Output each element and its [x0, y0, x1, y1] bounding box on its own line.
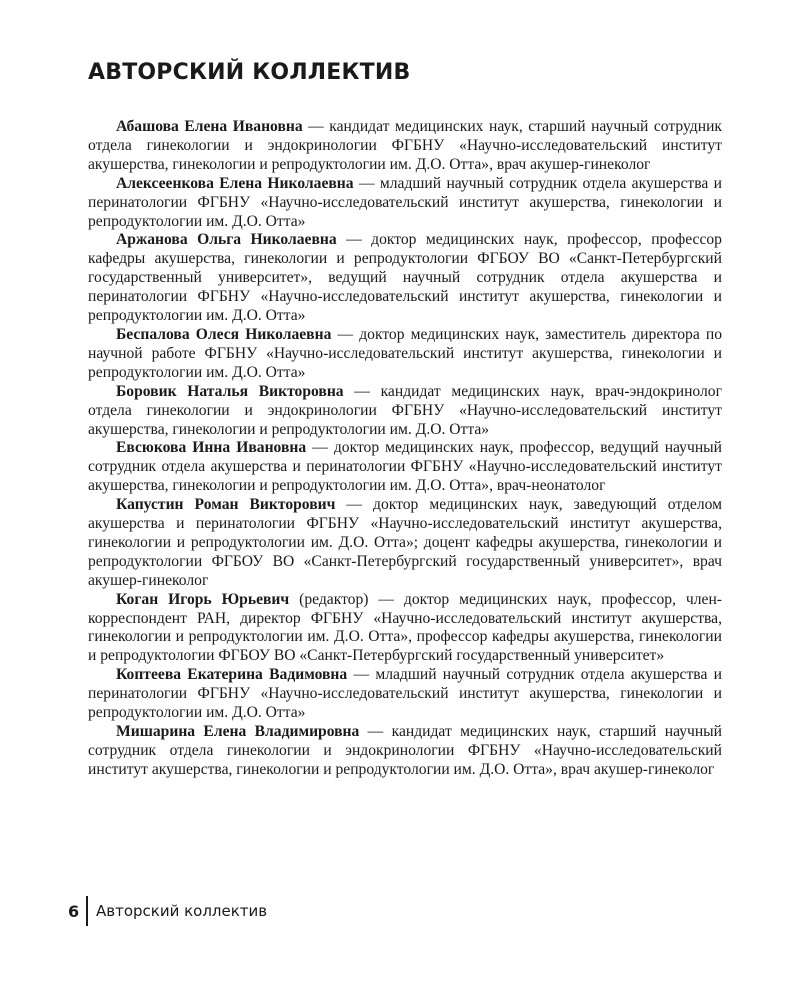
author-description: — младший научный сотрудник отдела акушерства и перинатологии ФГБНУ «Научно-исследовательский институт акушерства, гинекологии и репродуктологии им. Д.О. Отта» — [88, 174, 722, 230]
running-title: Авторский коллектив — [96, 902, 268, 920]
author-name: Евсюкова Инна Ивановна — [116, 439, 307, 457]
author-entry — [88, 118, 722, 175]
author-description: (редактор) — доктор медицинских наук, профессор, член-корреспондент РАН, директор ФГБНУ «Научно-исследовательский институт акушерства, гинекологии и репродуктологии им. Д.О. Отта», профессор кафедры акушерства, гинекологии и репродуктологии ФГБОУ ВО «Санкт-Петербургский государственный университет» — [88, 590, 723, 665]
author-description: — кандидат медицинских наук, старший научный сотрудник отдела гинекологии и эндокринологии ФГБНУ «Научно-исследовательский институт акушерства, гинекологии и репродуктологии им. Д.О. Отта», врач акушер-гинеколог — [88, 118, 722, 173]
author-description: — кандидат медицинских наук, врач-эндокринолог отдела гинекологии и эндокринологии ФГБНУ «Научно-исследовательский институт акушерства, гинекологии и репродуктологии им. Д.О. Отта» — [88, 382, 722, 438]
author-name: Абашова Елена Ивановна — [116, 118, 303, 135]
author-name: Аржанова Ольга Николаевна — [116, 231, 337, 249]
author-entry — [88, 231, 722, 326]
author-name: Мишарина Елена Владимировна — [116, 723, 360, 740]
author-entry — [88, 723, 722, 780]
author-name: Коптеева Екатерина Вадимовна — [116, 666, 348, 684]
footer-divider — [86, 896, 88, 926]
author-description: — младший научный сотрудник отдела акушерства и перинатологии ФГБНУ «Научно-исследовательский институт акушерства, гинекологии и репродуктологии им. Д.О. Отта» — [88, 666, 722, 722]
author-name: Коган Игорь Юрьевич — [116, 590, 290, 608]
author-entry — [88, 591, 722, 667]
author-list — [88, 118, 722, 780]
page-title: АВТОРСКИЙ КОЛЛЕКТИВ — [88, 60, 411, 85]
author-entry — [88, 439, 722, 496]
author-entry — [88, 383, 722, 440]
page-number: 6 — [68, 901, 80, 921]
author-entry — [88, 496, 722, 591]
author-entry — [88, 326, 722, 383]
author-description: — доктор медицинских наук, заведующий отделом акушерства и перинатологии ФГБНУ «Научно-исследовательский институт акушерства, гинекологии и репродуктологии им. Д.О. Отта»; доцент кафедры акушерства, гинекологии и репродуктологии ФГБОУ ВО «Санкт-Петербургский государственный университет», врач акушер-гинеколог — [88, 496, 722, 589]
page-footer — [68, 896, 267, 926]
author-description: — доктор медицинских наук, заместитель директора по научной работе ФГБНУ «Научно-исследовательский институт акушерства, гинекологии и репродуктологии им. Д.О. Отта» — [88, 325, 723, 381]
author-description: — доктор медицинских наук, профессор, профессор кафедры акушерства, гинекологии и репродуктологии ФГБОУ ВО «Санкт-Петербургский государственный университет», ведущий научный сотрудник отдела акушерства и перинатологии ФГБНУ «Научно-исследовательский институт акушерства, гинекологии и репродуктологии им. Д.О. Отта» — [88, 231, 722, 325]
author-name: Боровик Наталья Викторовна — [116, 382, 344, 400]
author-entry — [88, 175, 722, 232]
author-description: — кандидат медицинских наук, старший научный сотрудник отдела гинекологии и эндокринологии ФГБНУ «Научно-исследовательский институт акушерства, гинекологии и репродуктологии им. Д.О. Отта», врач акушер-гинеколог — [88, 723, 722, 778]
author-name: Алексеенкова Елена Николаевна — [116, 174, 354, 192]
author-name: Капустин Роман Викторович — [116, 496, 336, 514]
author-name: Беспалова Олеся Николаевна — [116, 325, 332, 343]
author-entry — [88, 666, 722, 723]
author-description: — доктор медицинских наук, профессор, ведущий научный сотрудник отдела акушерства и перинатологии ФГБНУ «Научно-исследовательский институт акушерства, гинекологии и репродуктологии им. Д.О. Отта», врач-неонатолог — [88, 439, 722, 495]
